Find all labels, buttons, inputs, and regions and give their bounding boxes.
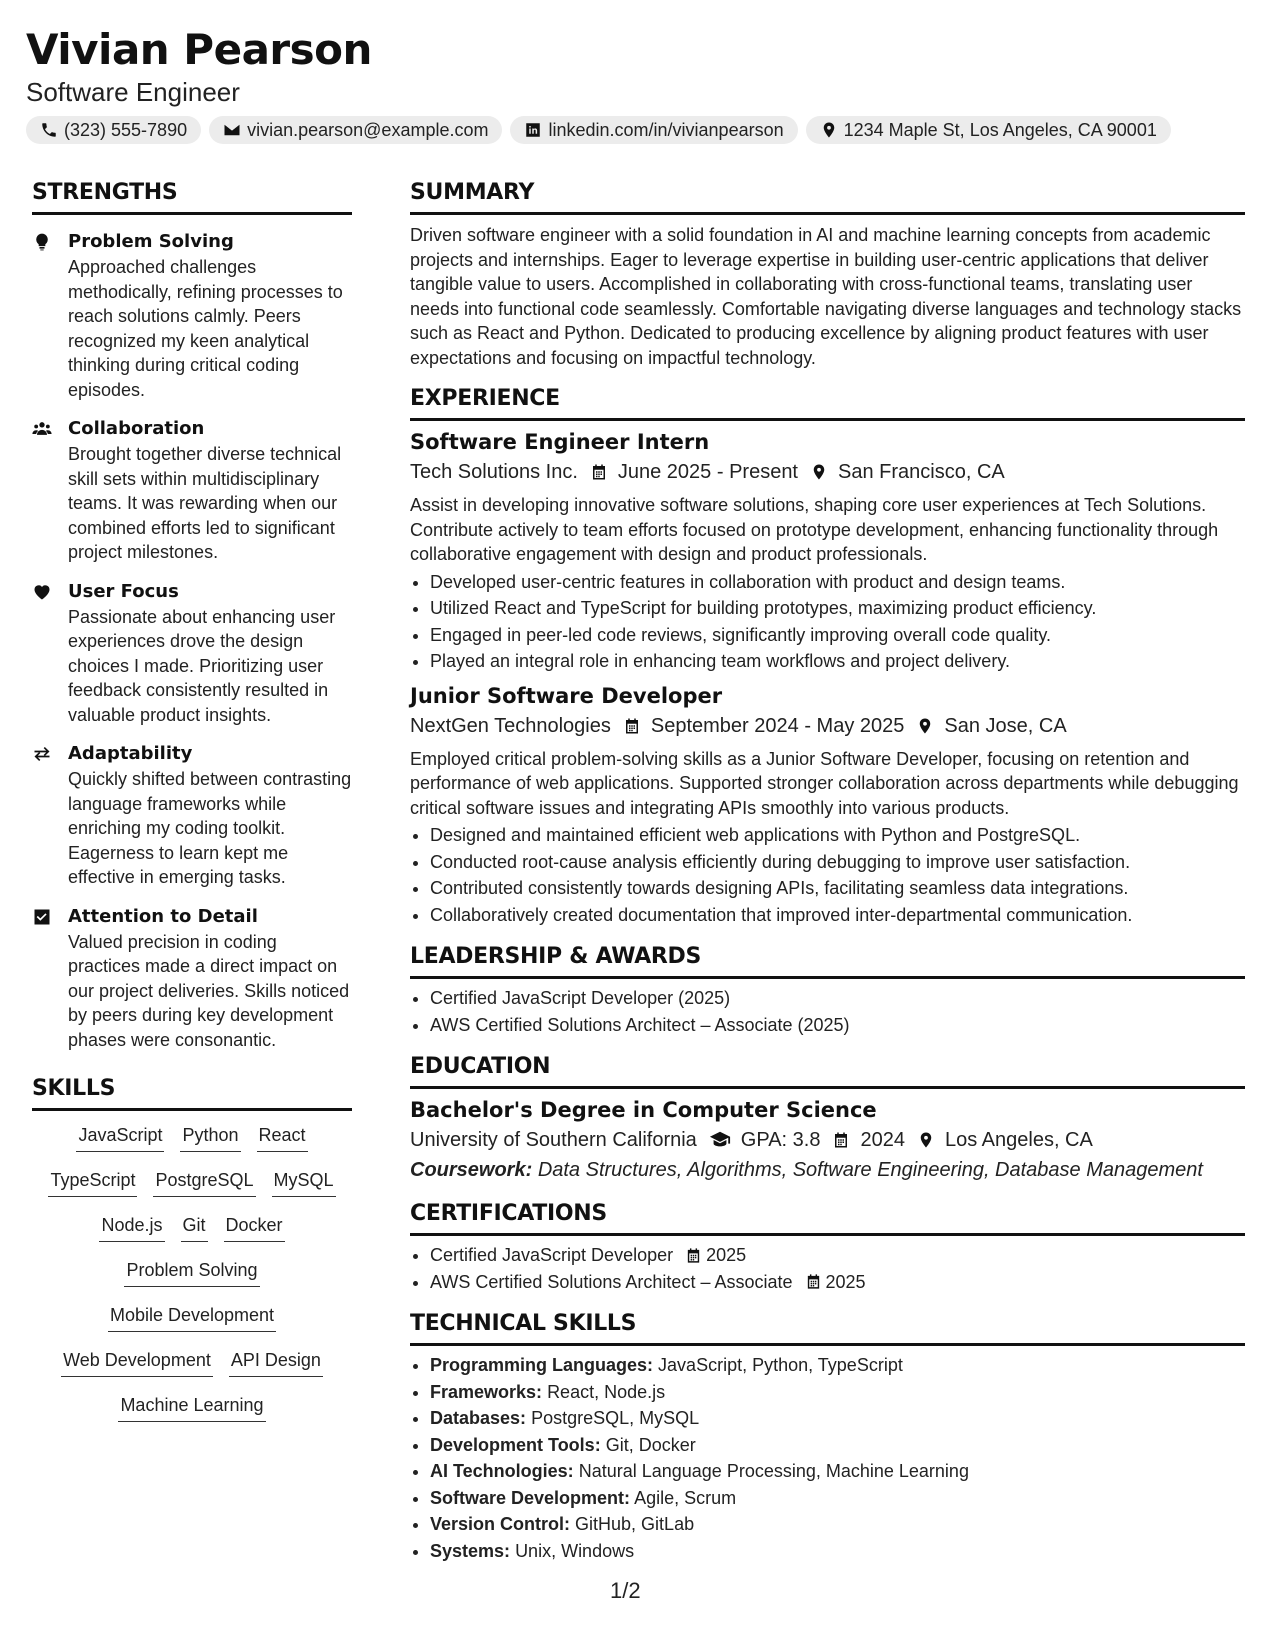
tech-skill-value: Git, Docker bbox=[605, 1434, 696, 1455]
skill-tag: PostgreSQL bbox=[153, 1168, 255, 1197]
phone-icon bbox=[40, 121, 58, 139]
leadership-title: LEADERSHIP & AWARDS bbox=[410, 942, 1245, 979]
strength-desc: Passionate about enhancing user experiences drove the design choices I made. Prioritizing user feedback consistently resulted in valuable product insights. bbox=[68, 606, 336, 725]
skill-tag: TypeScript bbox=[48, 1168, 137, 1197]
strength-item bbox=[32, 741, 352, 890]
cert-year: 2025 bbox=[706, 1245, 747, 1265]
summary-text: Driven software engineer with a solid foundation in AI and machine learning concepts from academic projects and internships. Eager to leverage expertise in building user-centric applications that deliver tangible value to users. Accomplished in collaborating with cross-functional teams, translating user needs into functional code seamlessly. Comfortable navigating diverse languages and technology stacks such as React and Python. Dedicated to producing excellence by aligning product features with user expectations and focusing on impactful technology. bbox=[410, 225, 1242, 368]
candidate-name: Vivian Pearson bbox=[26, 25, 372, 74]
skill-tag: Git bbox=[181, 1213, 208, 1242]
list-item bbox=[430, 1242, 1245, 1269]
job-location: San Jose, CA bbox=[944, 714, 1067, 737]
tech-skill-label: Systems: bbox=[430, 1540, 511, 1561]
candidate-role: Software Engineer bbox=[26, 77, 240, 107]
job-company: NextGen Technologies bbox=[410, 714, 611, 737]
graduation-cap-icon bbox=[709, 1129, 731, 1151]
skill-tag: API Design bbox=[229, 1348, 323, 1377]
contact-bar bbox=[26, 116, 1246, 144]
tech-skill-label: Software Development: bbox=[430, 1487, 631, 1508]
tech-skill-label: Version Control: bbox=[430, 1514, 571, 1534]
job-company: Tech Solutions Inc. bbox=[410, 461, 578, 483]
calendar-icon bbox=[590, 463, 608, 481]
job-title: Junior Software Developer bbox=[410, 683, 723, 708]
coursework-label: Coursework: bbox=[410, 1159, 533, 1181]
gpa: GPA: 3.8 bbox=[740, 1129, 821, 1151]
skill-tag: Docker bbox=[224, 1213, 285, 1242]
job-desc: Assist in developing innovative software solutions, shaping core user experiences at Tech Solutions. Contribute actively to team efforts focused on prototype development, enhancing functionality through collaborative engagement with design and product professionals. bbox=[410, 495, 1219, 564]
contact-address-text: 1234 Maple St, Los Angeles, CA 90001 bbox=[843, 119, 1157, 140]
contact-phone[interactable] bbox=[26, 116, 201, 144]
skill-tag: React bbox=[257, 1123, 308, 1152]
calendar-icon bbox=[623, 717, 641, 735]
list-item bbox=[430, 1538, 1245, 1565]
strength-desc: Approached challenges methodically, refining processes to reach solutions calmly. Peers recognized my keen analytical thinking during critical coding episodes. bbox=[68, 257, 343, 400]
skill-tag: Machine Learning bbox=[118, 1393, 265, 1422]
technical-skills-title: TECHNICAL SKILLS bbox=[410, 1309, 1245, 1346]
contact-email-text: vivian.pearson@example.com bbox=[247, 119, 489, 140]
page-number: 1/2 bbox=[610, 1578, 641, 1603]
list-item: • Utilized React and TypeScript for building prototypes, maximizing product efficiency. bbox=[430, 595, 1245, 622]
skill-tag: Problem Solving bbox=[124, 1258, 259, 1287]
tech-skill-value: PostgreSQL, MySQL bbox=[531, 1408, 700, 1428]
calendar-icon bbox=[685, 1247, 702, 1264]
skill-tag: MySQL bbox=[272, 1168, 336, 1197]
location-pin-icon bbox=[820, 121, 838, 139]
list-item: • Developed user-centric features in collaboration with product and design teams. bbox=[430, 569, 1245, 596]
contact-linkedin-text: linkedin.com/in/vivianpearson bbox=[548, 119, 784, 140]
skill-tag: Node.js bbox=[99, 1213, 164, 1242]
cert-name: • AWS Certified Solutions Architect – Associate bbox=[430, 1271, 793, 1292]
strength-desc: Brought together diverse technical skill sets within multidisciplinary teams. It was rewarding when our combined efforts led to significant project milestones. bbox=[68, 444, 342, 562]
tech-skill-label: Databases: bbox=[430, 1408, 527, 1428]
tech-skill-label: AI Technologies: bbox=[430, 1461, 574, 1481]
list-item: • AWS Certified Solutions Architect – Associate (2025) bbox=[430, 1012, 1245, 1039]
job-entry bbox=[410, 427, 1245, 675]
contact-phone-text: (323) 555-7890 bbox=[64, 119, 188, 140]
job-dates: September 2024 - May 2025 bbox=[650, 714, 905, 737]
strength-desc: Quickly shifted between contrasting language frameworks while enriching my coding toolkit. Eagerness to learn kept me effective in emerging tasks. bbox=[68, 769, 352, 887]
list-item: • Engaged in peer-led code reviews, significantly improving overall code quality. bbox=[430, 622, 1245, 649]
experience-title: EXPERIENCE bbox=[410, 384, 1245, 421]
tech-skill-value: Unix, Windows bbox=[515, 1540, 635, 1561]
tech-skill-value: Agile, Scrum bbox=[634, 1487, 737, 1508]
list-item: • Collaboratively created documentation that improved inter-departmental communication. bbox=[430, 902, 1245, 929]
strength-title: Adaptability bbox=[68, 743, 193, 764]
skill-tag: Mobile Development bbox=[108, 1303, 276, 1332]
cert-name: • Certified JavaScript Developer bbox=[430, 1245, 674, 1265]
right-column bbox=[410, 178, 1245, 1564]
linkedin-icon bbox=[524, 121, 542, 139]
envelope-icon bbox=[223, 121, 241, 139]
coursework-list: Data Structures, Algorithms, Software Engineering, Database Management bbox=[537, 1159, 1203, 1181]
list-item: • Conducted root-cause analysis efficiently during debugging to improve user satisfaction. bbox=[430, 849, 1245, 876]
location-pin-icon bbox=[917, 1131, 935, 1149]
tech-skill-label: Frameworks: bbox=[430, 1381, 543, 1402]
skill-tag: Python bbox=[180, 1123, 240, 1152]
list-item bbox=[430, 1352, 1245, 1379]
strength-item bbox=[32, 416, 352, 565]
degree-title: Bachelor's Degree in Computer Science bbox=[410, 1098, 877, 1122]
strength-item bbox=[32, 904, 352, 1053]
education-title: EDUCATION bbox=[410, 1052, 1245, 1089]
list-item bbox=[430, 1458, 1245, 1485]
list-item bbox=[430, 1379, 1245, 1406]
tech-skill-value: React, Node.js bbox=[547, 1381, 666, 1402]
strength-title: Attention to Detail bbox=[68, 905, 258, 927]
cert-year: 2025 bbox=[825, 1271, 866, 1292]
job-dates: June 2025 - Present bbox=[617, 461, 798, 483]
job-entry bbox=[410, 681, 1245, 929]
list-item bbox=[430, 1485, 1245, 1512]
list-item bbox=[430, 1269, 1245, 1296]
tech-skill-value: Natural Language Processing, Machine Learning bbox=[578, 1461, 969, 1481]
contact-linkedin[interactable] bbox=[510, 116, 797, 144]
list-item: • Certified JavaScript Developer (2025) bbox=[430, 985, 1245, 1012]
location-pin-icon bbox=[916, 717, 934, 735]
calendar-icon bbox=[832, 1131, 850, 1149]
users-icon bbox=[32, 419, 52, 439]
lightbulb-icon bbox=[32, 232, 52, 252]
list-item bbox=[430, 1511, 1245, 1538]
skills-list bbox=[32, 1123, 352, 1438]
list-item: • Designed and maintained efficient web applications with Python and PostgreSQL. bbox=[430, 822, 1245, 849]
skill-tag: JavaScript bbox=[76, 1123, 164, 1152]
coursework bbox=[410, 1155, 1245, 1185]
contact-address[interactable] bbox=[806, 116, 1171, 144]
contact-email[interactable] bbox=[209, 116, 502, 144]
location-pin-icon bbox=[810, 463, 828, 481]
left-column bbox=[32, 178, 352, 1438]
job-location: San Francisco, CA bbox=[838, 461, 1005, 483]
strength-title: Collaboration bbox=[68, 418, 205, 439]
list-item: • Contributed consistently towards designing APIs, facilitating seamless data integrations. bbox=[430, 875, 1245, 902]
strength-desc: Valued precision in coding practices made a direct impact on our project deliveries. Skills noticed by peers during key development phases were consonantic. bbox=[68, 931, 350, 1050]
checkbox-icon bbox=[32, 907, 52, 927]
heart-icon bbox=[32, 582, 52, 602]
tech-skill-label: Programming Languages: bbox=[430, 1355, 654, 1375]
tech-skill-label: Development Tools: bbox=[430, 1434, 601, 1455]
calendar-icon bbox=[805, 1273, 822, 1290]
skill-tag: Web Development bbox=[61, 1348, 213, 1377]
strength-item bbox=[32, 579, 352, 728]
list-item bbox=[430, 1405, 1245, 1432]
job-title: Software Engineer Intern bbox=[410, 430, 710, 454]
arrows-exchange-icon bbox=[32, 744, 52, 764]
certifications-title: CERTIFICATIONS bbox=[410, 1199, 1245, 1236]
summary-title: SUMMARY bbox=[410, 178, 1245, 215]
list-item bbox=[430, 1432, 1245, 1459]
strength-title: Problem Solving bbox=[68, 231, 234, 252]
tech-skill-value: JavaScript, Python, TypeScript bbox=[658, 1355, 903, 1375]
list-item: • Played an integral role in enhancing team workflows and project delivery. bbox=[430, 648, 1245, 675]
school-location: Los Angeles, CA bbox=[944, 1129, 1093, 1151]
skills-title: SKILLS bbox=[32, 1074, 352, 1111]
resume-header bbox=[26, 24, 1246, 144]
strength-item bbox=[32, 229, 352, 402]
strengths-title: STRENGTHS bbox=[32, 178, 352, 215]
strength-title: User Focus bbox=[68, 580, 179, 602]
tech-skill-value: GitHub, GitLab bbox=[575, 1514, 695, 1534]
job-desc: Employed critical problem-solving skills as a Junior Software Developer, focusing on retention and performance of web applications. Supported stronger collaboration across departments while debugging critical software issues and integrating APIs smoothly into various products. bbox=[410, 748, 1239, 818]
school-name: University of Southern California bbox=[410, 1129, 697, 1151]
graduation-year: 2024 bbox=[860, 1129, 905, 1151]
